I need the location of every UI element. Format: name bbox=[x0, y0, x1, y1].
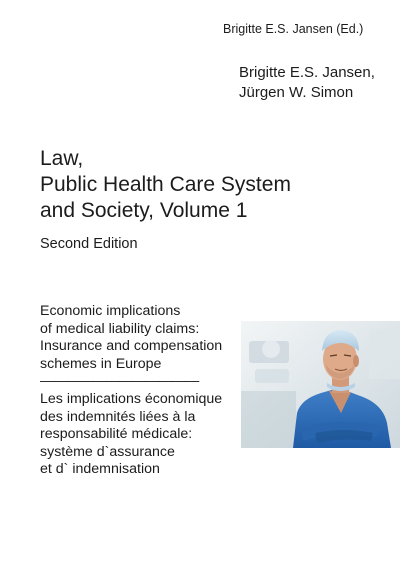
cover-photo-surgeon bbox=[241, 321, 400, 448]
description-fr-line-5: et d` indemnisation bbox=[40, 461, 160, 478]
author-2: Jürgen W. Simon bbox=[239, 84, 354, 101]
description-en-line-2: of medical liability claims: bbox=[40, 320, 200, 337]
title-line-2: Public Health Care System bbox=[40, 173, 291, 196]
author-1: Brigitte E.S. Jansen, bbox=[239, 64, 375, 81]
description-fr-line-1: Les implications économique bbox=[40, 390, 223, 407]
description-en-line-3: Insurance and compensation bbox=[40, 338, 223, 355]
description-fr-line-3: responsabilité médicale: bbox=[40, 426, 193, 443]
authors bbox=[239, 63, 375, 103]
description-fr-line-2: des indemnités liées à la bbox=[40, 408, 196, 425]
title-block bbox=[40, 146, 291, 252]
language-divider: ———————————— bbox=[40, 373, 199, 390]
title-line-1: Law, bbox=[40, 147, 84, 170]
subtitle-description bbox=[40, 303, 222, 479]
book-title bbox=[40, 146, 291, 224]
description-en-line-1: Economic implications bbox=[40, 303, 181, 319]
edition-label: Second Edition bbox=[40, 236, 138, 252]
title-line-3: and Society, Volume 1 bbox=[40, 199, 248, 222]
description-en-line-4: schemes in Europe bbox=[40, 355, 162, 372]
editor-line: Brigitte E.S. Jansen (Ed.) bbox=[223, 22, 364, 36]
description-fr-line-4: système d`assurance bbox=[40, 443, 175, 460]
